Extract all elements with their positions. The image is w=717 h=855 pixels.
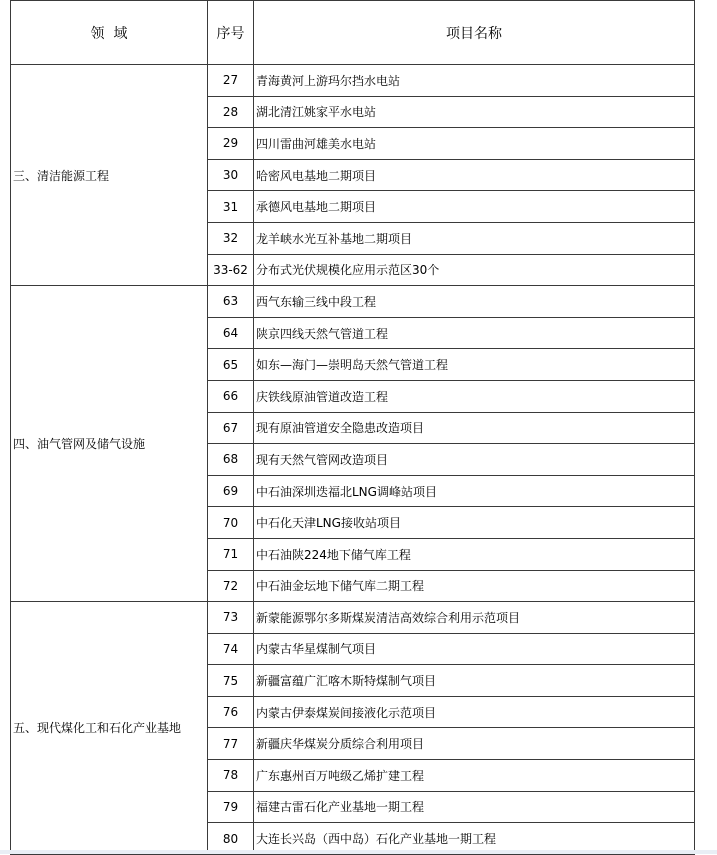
seq-cell: 32 (208, 222, 254, 254)
header-seq: 序号 (208, 1, 254, 65)
project-name-cell: 中石油陕224地下储气库工程 (254, 538, 695, 570)
project-name-cell: 广东惠州百万吨级乙烯扩建工程 (254, 760, 695, 792)
project-name-cell: 哈密风电基地二期项目 (254, 159, 695, 191)
project-name-cell: 西气东输三线中段工程 (254, 286, 695, 318)
seq-cell: 74 (208, 633, 254, 665)
project-name-cell: 新蒙能源鄂尔多斯煤炭清洁高效综合利用示范项目 (254, 602, 695, 634)
table-row (11, 602, 695, 634)
project-name-cell: 内蒙古伊泰煤炭间接液化示范项目 (254, 696, 695, 728)
seq-cell: 28 (208, 96, 254, 128)
seq-cell: 78 (208, 760, 254, 792)
seq-cell: 75 (208, 665, 254, 697)
project-name-cell: 湖北清江姚家平水电站 (254, 96, 695, 128)
project-name-cell: 现有原油管道安全隐患改造项目 (254, 412, 695, 444)
seq-cell: 76 (208, 696, 254, 728)
project-name-cell: 中石油金坛地下储气库二期工程 (254, 570, 695, 602)
seq-cell: 79 (208, 791, 254, 823)
table-header-row (11, 1, 695, 65)
seq-cell: 70 (208, 507, 254, 539)
field-cell: 五、现代煤化工和石化产业基地 (11, 602, 208, 855)
header-name: 项目名称 (254, 1, 695, 65)
project-name-cell: 如东—海门—崇明岛天然气管道工程 (254, 349, 695, 381)
seq-cell: 65 (208, 349, 254, 381)
seq-cell: 73 (208, 602, 254, 634)
project-table (10, 0, 695, 855)
table-body (11, 65, 695, 855)
seq-cell: 67 (208, 412, 254, 444)
project-name-cell: 现有天然气管网改造项目 (254, 444, 695, 476)
seq-cell: 68 (208, 444, 254, 476)
seq-cell: 27 (208, 65, 254, 97)
table-row (11, 65, 695, 97)
project-name-cell: 新疆富蕴广汇喀木斯特煤制气项目 (254, 665, 695, 697)
field-cell: 四、油气管网及储气设施 (11, 286, 208, 602)
seq-cell: 69 (208, 475, 254, 507)
header-field: 领 域 (11, 1, 208, 65)
field-cell: 三、清洁能源工程 (11, 65, 208, 286)
project-name-cell: 龙羊峡水光互补基地二期项目 (254, 222, 695, 254)
project-name-cell: 新疆庆华煤炭分质综合利用项目 (254, 728, 695, 760)
seq-cell: 33-62 (208, 254, 254, 286)
seq-cell: 63 (208, 286, 254, 318)
seq-cell: 29 (208, 128, 254, 160)
project-name-cell: 庆铁线原油管道改造工程 (254, 380, 695, 412)
seq-cell: 64 (208, 317, 254, 349)
seq-cell: 72 (208, 570, 254, 602)
project-name-cell: 陕京四线天然气管道工程 (254, 317, 695, 349)
bottom-edge (0, 850, 717, 854)
project-name-cell: 内蒙古华星煤制气项目 (254, 633, 695, 665)
seq-cell: 77 (208, 728, 254, 760)
project-name-cell: 福建古雷石化产业基地一期工程 (254, 791, 695, 823)
project-name-cell: 中石化天津LNG接收站项目 (254, 507, 695, 539)
table-row (11, 286, 695, 318)
project-name-cell: 大连长兴岛（西中岛）石化产业基地一期工程 (254, 823, 695, 855)
project-name-cell: 中石油深圳迭福北LNG调峰站项目 (254, 475, 695, 507)
project-name-cell: 四川雷曲河雄美水电站 (254, 128, 695, 160)
project-name-cell: 分布式光伏规模化应用示范区30个 (254, 254, 695, 286)
project-name-cell: 承德风电基地二期项目 (254, 191, 695, 223)
seq-cell: 30 (208, 159, 254, 191)
seq-cell: 31 (208, 191, 254, 223)
seq-cell: 66 (208, 380, 254, 412)
project-name-cell: 青海黄河上游玛尔挡水电站 (254, 65, 695, 97)
seq-cell: 80 (208, 823, 254, 855)
seq-cell: 71 (208, 538, 254, 570)
